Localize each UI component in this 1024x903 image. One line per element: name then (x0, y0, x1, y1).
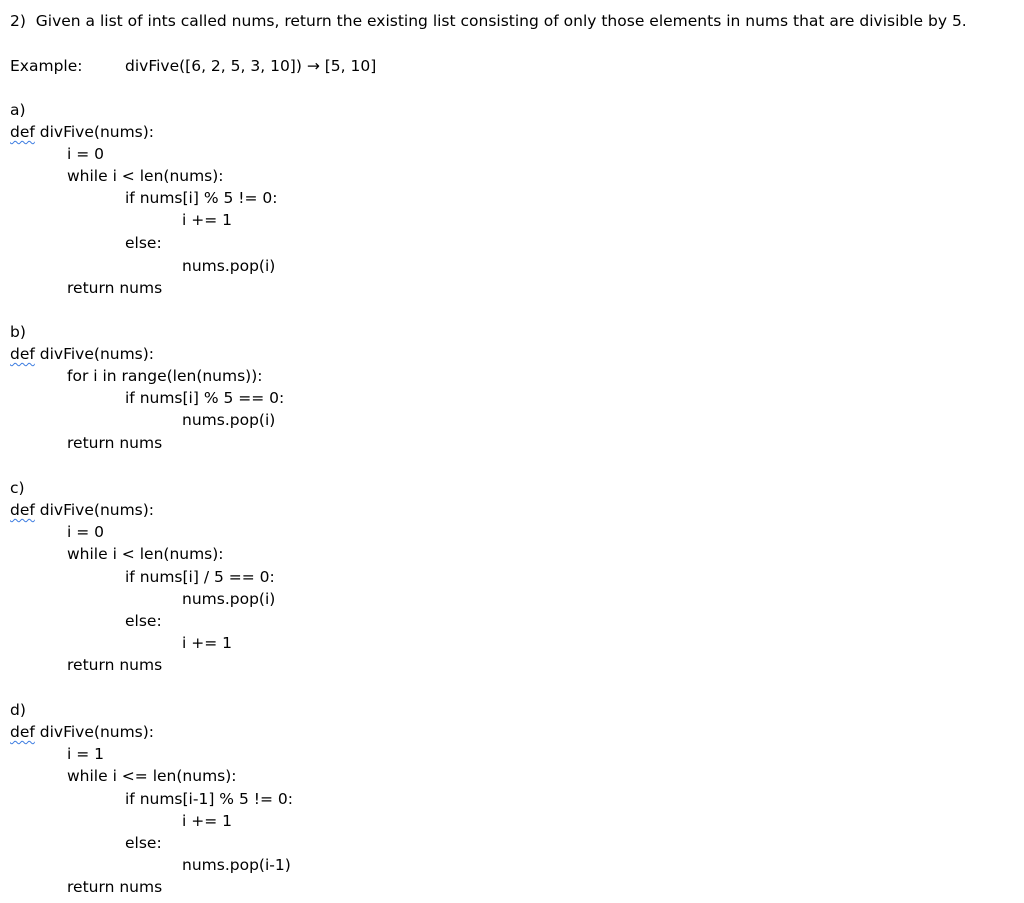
function-def (10, 122, 154, 142)
code-line: while i < len(nums): (67, 167, 224, 185)
function-def (10, 722, 154, 742)
code-line: if nums[i] % 5 != 0: (125, 189, 278, 207)
def-keyword: def (10, 723, 35, 741)
code-line: nums.pop(i) (182, 411, 276, 429)
option-label: a) (10, 101, 26, 119)
def-keyword: def (10, 501, 35, 519)
def-keyword: def (10, 345, 35, 363)
question-text: 2) Given a list of ints called nums, return the existing list consisting of only those elements in nums that are divisible by 5. (10, 12, 967, 30)
code-line: nums.pop(i) (182, 590, 276, 608)
code-line: else: (125, 612, 162, 630)
def-signature: divFive(nums): (34, 123, 155, 141)
code-line: i += 1 (182, 211, 232, 229)
code-line: i = 0 (67, 145, 105, 163)
function-def (10, 500, 154, 520)
code-line: return nums (67, 878, 163, 896)
option-label: b) (10, 323, 26, 341)
code-line: else: (125, 234, 162, 252)
code-line: if nums[i] / 5 == 0: (125, 568, 275, 586)
code-line: return nums (67, 279, 163, 297)
option-label: c) (10, 479, 25, 497)
option-label: d) (10, 701, 26, 719)
example-code: divFive([6, 2, 5, 3, 10]) → [5, 10] (125, 57, 377, 75)
def-signature: divFive(nums): (34, 345, 155, 363)
example-label: Example: (10, 57, 83, 75)
def-signature: divFive(nums): (34, 723, 155, 741)
def-signature: divFive(nums): (34, 501, 155, 519)
code-line: if nums[i] % 5 == 0: (125, 389, 285, 407)
code-line: return nums (67, 434, 163, 452)
code-line: i += 1 (182, 634, 232, 652)
code-line: for i in range(len(nums)): (67, 367, 263, 385)
code-line: while i < len(nums): (67, 545, 224, 563)
code-line: return nums (67, 656, 163, 674)
code-line: i = 1 (67, 745, 105, 763)
code-line: nums.pop(i) (182, 257, 276, 275)
def-keyword: def (10, 123, 35, 141)
code-line: nums.pop(i-1) (182, 856, 291, 874)
code-line: if nums[i-1] % 5 != 0: (125, 790, 293, 808)
function-def (10, 344, 154, 364)
code-line: while i <= len(nums): (67, 767, 237, 785)
code-line: i += 1 (182, 812, 232, 830)
code-line: i = 0 (67, 523, 105, 541)
code-line: else: (125, 834, 162, 852)
